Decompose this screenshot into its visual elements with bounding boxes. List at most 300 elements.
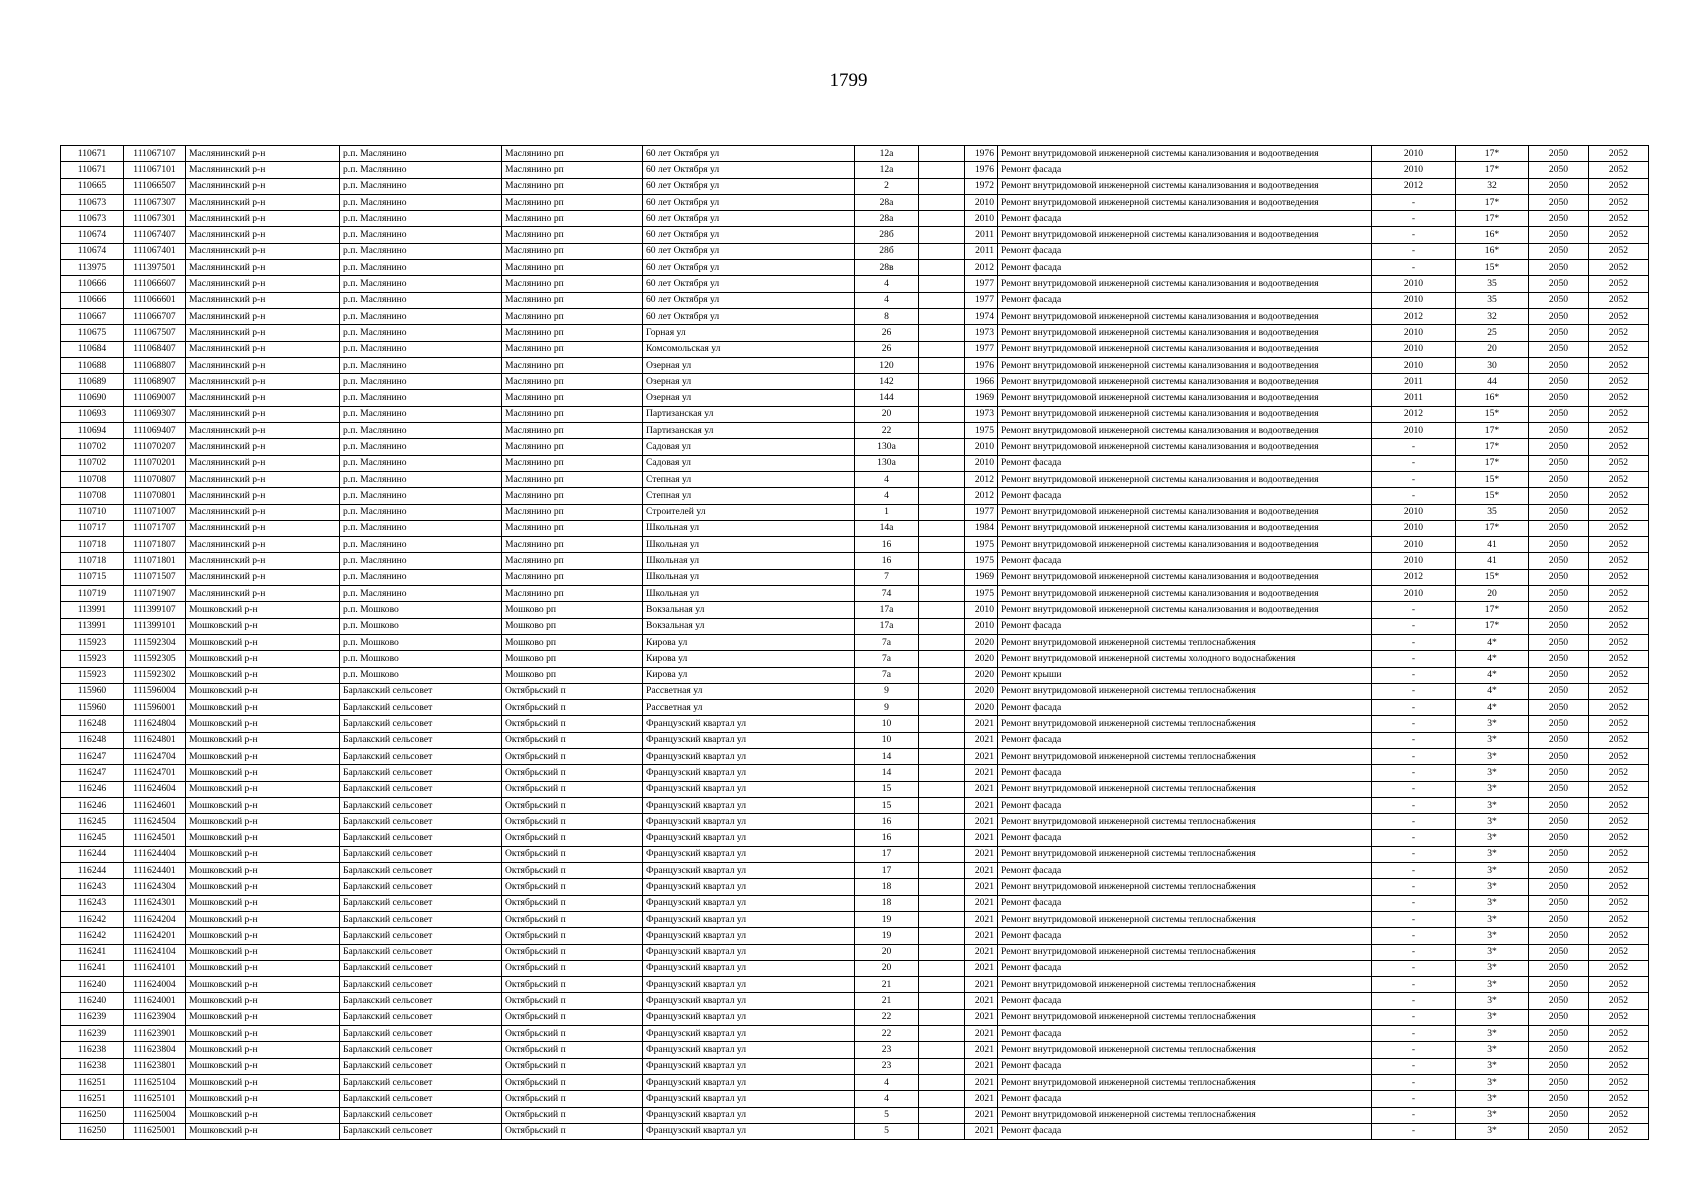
cell-blank	[919, 227, 965, 243]
cell-house-number: 5	[855, 1107, 919, 1123]
cell-street: 60 лет Октября ул	[643, 211, 855, 227]
cell-year-built: 2020	[965, 700, 998, 716]
cell-blank	[919, 977, 965, 993]
cell-municipality: р.п. Маслянино	[340, 146, 502, 162]
cell-blank	[919, 374, 965, 390]
cell-work-type: Ремонт фасада	[998, 488, 1372, 504]
cell-house-id: 110689	[61, 374, 124, 390]
cell-blank	[919, 1107, 965, 1123]
cell-settlement: Мошково рп	[502, 602, 643, 618]
cell-blank	[919, 911, 965, 927]
cell-work-type: Ремонт фасада	[998, 243, 1372, 259]
cell-work-type: Ремонт фасада	[998, 1026, 1372, 1042]
cell-blank	[919, 455, 965, 471]
cell-house-number: 4	[855, 276, 919, 292]
cell-plan-end: 2052	[1589, 895, 1649, 911]
cell-work-id: 111067507	[124, 325, 186, 341]
cell-blank	[919, 993, 965, 1009]
cell-work-id: 111067307	[124, 194, 186, 210]
cell-plan-start: 2050	[1529, 211, 1589, 227]
cell-settlement: Октябрьский п	[502, 1009, 643, 1025]
cell-work-type: Ремонт фасада	[998, 960, 1372, 976]
cell-house-number: 10	[855, 732, 919, 748]
cell-house-id: 113991	[61, 618, 124, 634]
table-row	[61, 146, 1649, 162]
cell-work-id: 111624001	[124, 993, 186, 1009]
cell-district: Маслянинский р-н	[186, 243, 340, 259]
cell-wear: 4*	[1456, 667, 1529, 683]
cell-last-repair-year: -	[1372, 211, 1456, 227]
cell-district: Мошковский р-н	[186, 944, 340, 960]
cell-year-built: 2021	[965, 977, 998, 993]
cell-plan-end: 2052	[1589, 243, 1649, 259]
cell-last-repair-year: -	[1372, 879, 1456, 895]
cell-street: Школьная ул	[643, 537, 855, 553]
cell-house-number: 17а	[855, 618, 919, 634]
cell-wear: 3*	[1456, 993, 1529, 1009]
cell-last-repair-year: -	[1372, 634, 1456, 650]
cell-wear: 3*	[1456, 960, 1529, 976]
cell-street: Французский квартал ул	[643, 960, 855, 976]
table-row	[61, 911, 1649, 927]
cell-wear: 44	[1456, 374, 1529, 390]
cell-plan-start: 2050	[1529, 325, 1589, 341]
cell-street: Партизанская ул	[643, 423, 855, 439]
cell-blank	[919, 1026, 965, 1042]
cell-street: Французский квартал ул	[643, 1091, 855, 1107]
cell-year-built: 1976	[965, 162, 998, 178]
cell-year-built: 2021	[965, 1009, 998, 1025]
cell-district: Мошковский р-н	[186, 716, 340, 732]
cell-plan-end: 2052	[1589, 325, 1649, 341]
cell-last-repair-year: -	[1372, 602, 1456, 618]
cell-district: Маслянинский р-н	[186, 325, 340, 341]
cell-municipality: р.п. Маслянино	[340, 194, 502, 210]
cell-house-id: 110688	[61, 357, 124, 373]
cell-wear: 3*	[1456, 716, 1529, 732]
cell-work-id: 111623901	[124, 1026, 186, 1042]
cell-municipality: Барлакский сельсовет	[340, 700, 502, 716]
table-row	[61, 211, 1649, 227]
cell-municipality: Барлакский сельсовет	[340, 911, 502, 927]
cell-house-number: 28в	[855, 260, 919, 276]
cell-street: Французский квартал ул	[643, 1009, 855, 1025]
cell-district: Мошковский р-н	[186, 700, 340, 716]
cell-street: Комсомольская ул	[643, 341, 855, 357]
table-row	[61, 423, 1649, 439]
cell-work-type: Ремонт внутридомовой инженерной системы канализования и водоотведения	[998, 471, 1372, 487]
cell-municipality: р.п. Маслянино	[340, 341, 502, 357]
cell-year-built: 1975	[965, 553, 998, 569]
cell-plan-end: 2052	[1589, 211, 1649, 227]
cell-year-built: 1977	[965, 292, 998, 308]
cell-work-type: Ремонт внутридомовой инженерной системы канализования и водоотведения	[998, 357, 1372, 373]
cell-house-number: 16	[855, 814, 919, 830]
cell-plan-start: 2050	[1529, 830, 1589, 846]
cell-plan-start: 2050	[1529, 243, 1589, 259]
cell-house-id: 110675	[61, 325, 124, 341]
cell-year-built: 2021	[965, 797, 998, 813]
cell-district: Мошковский р-н	[186, 651, 340, 667]
cell-blank	[919, 325, 965, 341]
cell-plan-end: 2052	[1589, 732, 1649, 748]
cell-street: Партизанская ул	[643, 406, 855, 422]
cell-wear: 3*	[1456, 863, 1529, 879]
cell-street: Садовая ул	[643, 455, 855, 471]
cell-wear: 3*	[1456, 830, 1529, 846]
cell-work-type: Ремонт фасада	[998, 797, 1372, 813]
cell-district: Мошковский р-н	[186, 830, 340, 846]
cell-year-built: 2020	[965, 651, 998, 667]
cell-house-id: 116244	[61, 846, 124, 862]
cell-last-repair-year: -	[1372, 243, 1456, 259]
cell-settlement: Октябрьский п	[502, 748, 643, 764]
cell-street: Французский квартал ул	[643, 944, 855, 960]
cell-year-built: 1973	[965, 406, 998, 422]
cell-municipality: Барлакский сельсовет	[340, 863, 502, 879]
cell-district: Мошковский р-н	[186, 634, 340, 650]
cell-house-id: 116239	[61, 1026, 124, 1042]
cell-municipality: Барлакский сельсовет	[340, 1026, 502, 1042]
cell-street: Вокзальная ул	[643, 602, 855, 618]
cell-wear: 4*	[1456, 651, 1529, 667]
cell-plan-end: 2052	[1589, 797, 1649, 813]
cell-work-type: Ремонт внутридомовой инженерной системы теплоснабжения	[998, 977, 1372, 993]
cell-plan-start: 2050	[1529, 602, 1589, 618]
cell-district: Маслянинский р-н	[186, 194, 340, 210]
cell-plan-start: 2050	[1529, 537, 1589, 553]
table-row	[61, 700, 1649, 716]
cell-plan-end: 2052	[1589, 471, 1649, 487]
cell-wear: 16*	[1456, 390, 1529, 406]
cell-last-repair-year: -	[1372, 977, 1456, 993]
cell-blank	[919, 732, 965, 748]
cell-municipality: р.п. Маслянино	[340, 553, 502, 569]
cell-blank	[919, 683, 965, 699]
cell-house-number: 144	[855, 390, 919, 406]
cell-settlement: Маслянино рп	[502, 374, 643, 390]
cell-district: Маслянинский р-н	[186, 439, 340, 455]
cell-house-id: 116251	[61, 1074, 124, 1090]
cell-house-id: 116240	[61, 977, 124, 993]
cell-municipality: р.п. Маслянино	[340, 423, 502, 439]
cell-wear: 3*	[1456, 911, 1529, 927]
cell-house-number: 4	[855, 1091, 919, 1107]
cell-house-number: 16	[855, 830, 919, 846]
cell-blank	[919, 308, 965, 324]
cell-house-number: 7	[855, 569, 919, 585]
cell-work-type: Ремонт фасада	[998, 830, 1372, 846]
cell-street: Кирова ул	[643, 667, 855, 683]
cell-work-id: 111624104	[124, 944, 186, 960]
cell-house-id: 116242	[61, 928, 124, 944]
cell-blank	[919, 471, 965, 487]
table-row	[61, 471, 1649, 487]
cell-street: 60 лет Октября ул	[643, 292, 855, 308]
cell-work-type: Ремонт фасада	[998, 211, 1372, 227]
table-row	[61, 814, 1649, 830]
cell-wear: 16*	[1456, 227, 1529, 243]
cell-work-type: Ремонт внутридомовой инженерной системы теплоснабжения	[998, 683, 1372, 699]
cell-plan-end: 2052	[1589, 194, 1649, 210]
cell-blank	[919, 1123, 965, 1139]
cell-wear: 17*	[1456, 520, 1529, 536]
cell-municipality: Барлакский сельсовет	[340, 993, 502, 1009]
cell-settlement: Октябрьский п	[502, 895, 643, 911]
cell-municipality: Барлакский сельсовет	[340, 944, 502, 960]
cell-house-number: 4	[855, 292, 919, 308]
cell-plan-start: 2050	[1529, 471, 1589, 487]
cell-street: Рассветная ул	[643, 683, 855, 699]
cell-blank	[919, 667, 965, 683]
cell-blank	[919, 716, 965, 732]
cell-blank	[919, 553, 965, 569]
cell-district: Мошковский р-н	[186, 602, 340, 618]
cell-settlement: Маслянино рп	[502, 325, 643, 341]
cell-year-built: 1976	[965, 357, 998, 373]
cell-municipality: Барлакский сельсовет	[340, 960, 502, 976]
cell-house-number: 5	[855, 1123, 919, 1139]
cell-work-id: 111625004	[124, 1107, 186, 1123]
cell-last-repair-year: -	[1372, 960, 1456, 976]
cell-street: Французский квартал ул	[643, 732, 855, 748]
cell-plan-start: 2050	[1529, 1091, 1589, 1107]
cell-last-repair-year: -	[1372, 1026, 1456, 1042]
cell-house-id: 115960	[61, 700, 124, 716]
cell-house-number: 19	[855, 911, 919, 927]
cell-year-built: 2021	[965, 716, 998, 732]
table-row	[61, 781, 1649, 797]
cell-municipality: р.п. Маслянино	[340, 439, 502, 455]
cell-house-id: 116251	[61, 1091, 124, 1107]
cell-house-number: 4	[855, 1074, 919, 1090]
cell-street: Французский квартал ул	[643, 830, 855, 846]
cell-wear: 41	[1456, 537, 1529, 553]
cell-district: Мошковский р-н	[186, 765, 340, 781]
cell-house-number: 28а	[855, 211, 919, 227]
cell-blank	[919, 276, 965, 292]
cell-plan-end: 2052	[1589, 993, 1649, 1009]
cell-house-id: 110666	[61, 292, 124, 308]
cell-district: Мошковский р-н	[186, 667, 340, 683]
cell-last-repair-year: 2010	[1372, 504, 1456, 520]
cell-house-id: 116245	[61, 830, 124, 846]
cell-year-built: 1977	[965, 504, 998, 520]
cell-year-built: 2021	[965, 993, 998, 1009]
cell-plan-end: 2052	[1589, 586, 1649, 602]
cell-work-type: Ремонт внутридомовой инженерной системы канализования и водоотведения	[998, 390, 1372, 406]
cell-wear: 17*	[1456, 423, 1529, 439]
cell-street: 60 лет Октября ул	[643, 243, 855, 259]
cell-wear: 15*	[1456, 260, 1529, 276]
cell-year-built: 2021	[965, 960, 998, 976]
cell-house-number: 28а	[855, 194, 919, 210]
table-row	[61, 325, 1649, 341]
cell-work-type: Ремонт внутридомовой инженерной системы канализования и водоотведения	[998, 146, 1372, 162]
cell-plan-start: 2050	[1529, 1042, 1589, 1058]
cell-municipality: р.п. Маслянино	[340, 211, 502, 227]
cell-wear: 30	[1456, 357, 1529, 373]
cell-work-type: Ремонт внутридомовой инженерной системы канализования и водоотведения	[998, 439, 1372, 455]
cell-municipality: р.п. Маслянино	[340, 374, 502, 390]
cell-work-id: 111596001	[124, 700, 186, 716]
cell-plan-start: 2050	[1529, 423, 1589, 439]
cell-plan-start: 2050	[1529, 406, 1589, 422]
cell-district: Мошковский р-н	[186, 732, 340, 748]
cell-settlement: Октябрьский п	[502, 846, 643, 862]
cell-municipality: Барлакский сельсовет	[340, 846, 502, 862]
cell-blank	[919, 178, 965, 194]
table-row	[61, 586, 1649, 602]
cell-work-id: 111066707	[124, 308, 186, 324]
cell-house-id: 115960	[61, 683, 124, 699]
cell-plan-end: 2052	[1589, 602, 1649, 618]
cell-last-repair-year: -	[1372, 455, 1456, 471]
cell-work-id: 111068407	[124, 341, 186, 357]
cell-street: Степная ул	[643, 488, 855, 504]
cell-district: Маслянинский р-н	[186, 586, 340, 602]
cell-last-repair-year: -	[1372, 863, 1456, 879]
cell-house-number: 14	[855, 765, 919, 781]
cell-municipality: р.п. Маслянино	[340, 260, 502, 276]
cell-work-id: 111397501	[124, 260, 186, 276]
cell-wear: 32	[1456, 178, 1529, 194]
cell-work-type: Ремонт внутридомовой инженерной системы теплоснабжения	[998, 1107, 1372, 1123]
cell-last-repair-year: -	[1372, 700, 1456, 716]
cell-work-type: Ремонт внутридомовой инженерной системы теплоснабжения	[998, 814, 1372, 830]
cell-house-number: 22	[855, 423, 919, 439]
cell-work-id: 111069007	[124, 390, 186, 406]
cell-house-number: 4	[855, 471, 919, 487]
cell-house-number: 21	[855, 977, 919, 993]
cell-last-repair-year: -	[1372, 1107, 1456, 1123]
cell-house-number: 26	[855, 325, 919, 341]
table-row	[61, 651, 1649, 667]
cell-work-id: 111624504	[124, 814, 186, 830]
cell-last-repair-year: -	[1372, 748, 1456, 764]
cell-plan-start: 2050	[1529, 879, 1589, 895]
cell-district: Маслянинский р-н	[186, 569, 340, 585]
cell-plan-start: 2050	[1529, 1026, 1589, 1042]
cell-last-repair-year: -	[1372, 846, 1456, 862]
cell-municipality: р.п. Маслянино	[340, 227, 502, 243]
cell-municipality: Барлакский сельсовет	[340, 732, 502, 748]
cell-year-built: 2010	[965, 194, 998, 210]
cell-blank	[919, 292, 965, 308]
cell-year-built: 2021	[965, 895, 998, 911]
table-row	[61, 439, 1649, 455]
cell-house-id: 116238	[61, 1042, 124, 1058]
table-row	[61, 504, 1649, 520]
cell-house-id: 116247	[61, 748, 124, 764]
cell-blank	[919, 797, 965, 813]
cell-plan-end: 2052	[1589, 683, 1649, 699]
cell-municipality: Барлакский сельсовет	[340, 1074, 502, 1090]
cell-house-number: 7а	[855, 667, 919, 683]
cell-settlement: Маслянино рп	[502, 569, 643, 585]
cell-plan-start: 2050	[1529, 1074, 1589, 1090]
cell-house-id: 116246	[61, 797, 124, 813]
cell-plan-start: 2050	[1529, 960, 1589, 976]
table-row	[61, 863, 1649, 879]
cell-wear: 4*	[1456, 634, 1529, 650]
cell-street: Садовая ул	[643, 439, 855, 455]
cell-district: Маслянинский р-н	[186, 520, 340, 536]
cell-house-number: 28б	[855, 227, 919, 243]
cell-work-id: 111071907	[124, 586, 186, 602]
cell-settlement: Маслянино рп	[502, 227, 643, 243]
cell-district: Маслянинский р-н	[186, 276, 340, 292]
cell-plan-end: 2052	[1589, 178, 1649, 194]
cell-district: Маслянинский р-н	[186, 146, 340, 162]
table-row	[61, 194, 1649, 210]
cell-plan-end: 2052	[1589, 504, 1649, 520]
table-row	[61, 569, 1649, 585]
cell-house-number: 20	[855, 944, 919, 960]
cell-blank	[919, 846, 965, 862]
cell-municipality: р.п. Мошково	[340, 667, 502, 683]
cell-district: Маслянинский р-н	[186, 260, 340, 276]
cell-street: Французский квартал ул	[643, 928, 855, 944]
cell-wear: 20	[1456, 586, 1529, 602]
cell-work-id: 111625104	[124, 1074, 186, 1090]
cell-plan-end: 2052	[1589, 439, 1649, 455]
cell-plan-end: 2052	[1589, 357, 1649, 373]
cell-work-type: Ремонт фасада	[998, 732, 1372, 748]
cell-plan-start: 2050	[1529, 292, 1589, 308]
cell-wear: 15*	[1456, 471, 1529, 487]
cell-house-number: 8	[855, 308, 919, 324]
cell-municipality: Барлакский сельсовет	[340, 1042, 502, 1058]
cell-street: Вокзальная ул	[643, 618, 855, 634]
cell-house-id: 116238	[61, 1058, 124, 1074]
cell-plan-start: 2050	[1529, 846, 1589, 862]
cell-wear: 3*	[1456, 1123, 1529, 1139]
table-row	[61, 716, 1649, 732]
cell-plan-start: 2050	[1529, 748, 1589, 764]
cell-house-id: 110667	[61, 308, 124, 324]
cell-street: Французский квартал ул	[643, 748, 855, 764]
cell-settlement: Маслянино рп	[502, 406, 643, 422]
cell-last-repair-year: 2010	[1372, 292, 1456, 308]
cell-work-type: Ремонт внутридомовой инженерной системы теплоснабжения	[998, 716, 1372, 732]
cell-work-type: Ремонт фасада	[998, 1123, 1372, 1139]
cell-plan-start: 2050	[1529, 227, 1589, 243]
cell-blank	[919, 895, 965, 911]
cell-last-repair-year: 2012	[1372, 569, 1456, 585]
table-row	[61, 374, 1649, 390]
cell-house-id: 110718	[61, 537, 124, 553]
cell-house-number: 19	[855, 928, 919, 944]
cell-wear: 17*	[1456, 162, 1529, 178]
cell-wear: 17*	[1456, 146, 1529, 162]
cell-year-built: 2021	[965, 781, 998, 797]
cell-house-number: 7а	[855, 634, 919, 650]
cell-municipality: Барлакский сельсовет	[340, 895, 502, 911]
cell-municipality: р.п. Маслянино	[340, 292, 502, 308]
cell-year-built: 2021	[965, 863, 998, 879]
cell-blank	[919, 520, 965, 536]
cell-year-built: 2012	[965, 471, 998, 487]
cell-blank	[919, 1042, 965, 1058]
cell-house-id: 116244	[61, 863, 124, 879]
cell-work-id: 111624601	[124, 797, 186, 813]
cell-wear: 3*	[1456, 781, 1529, 797]
cell-settlement: Октябрьский п	[502, 683, 643, 699]
cell-settlement: Маслянино рп	[502, 504, 643, 520]
cell-work-id: 111624804	[124, 716, 186, 732]
cell-district: Маслянинский р-н	[186, 537, 340, 553]
